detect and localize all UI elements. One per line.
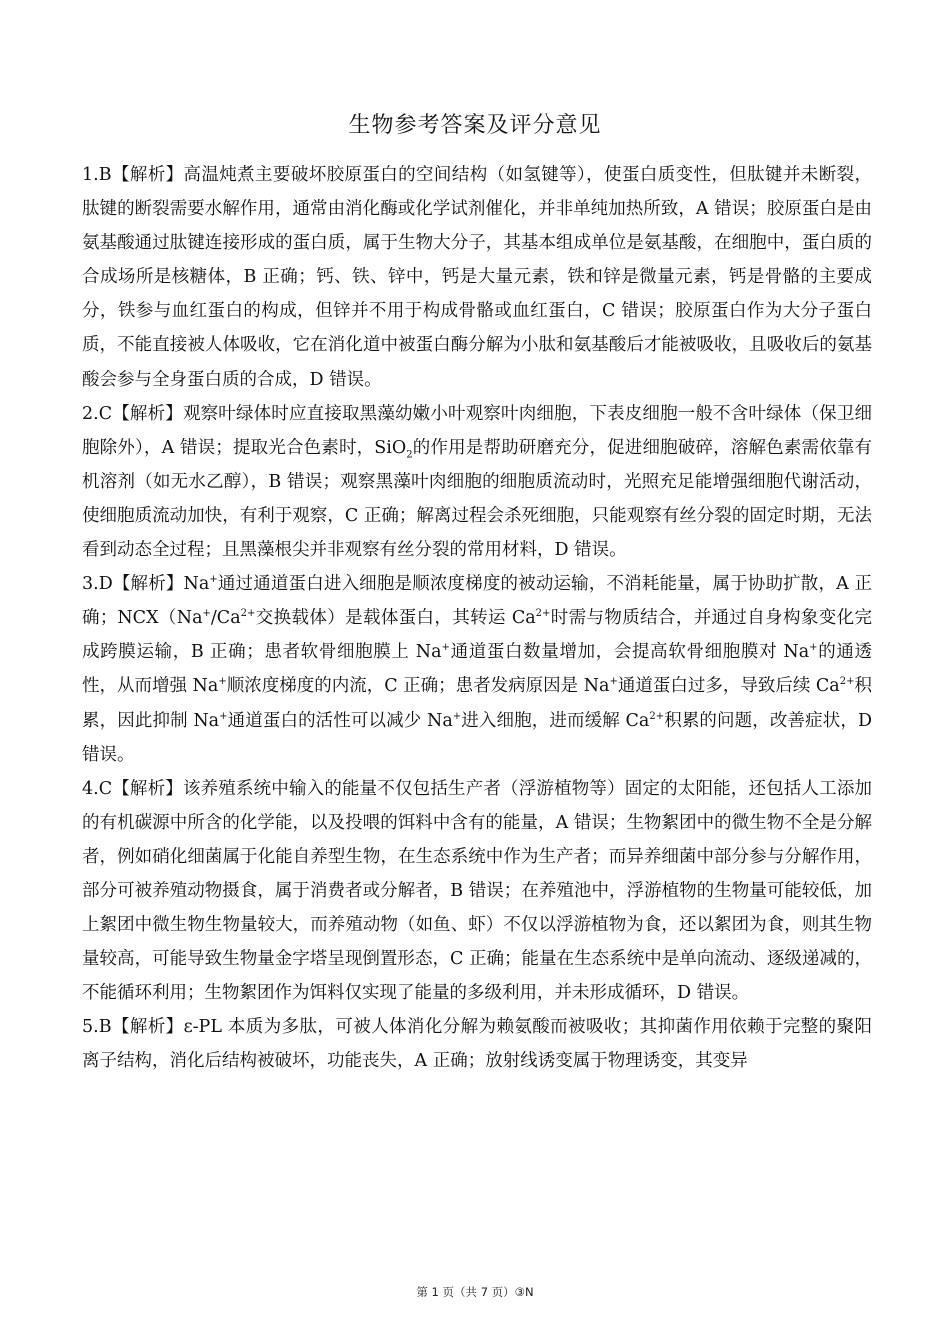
- superscript: +: [441, 642, 450, 654]
- superscript: 2+: [240, 608, 256, 620]
- superscript: 2+: [649, 710, 665, 722]
- answer-body: [82, 158, 872, 1079]
- superscript: +: [609, 676, 618, 688]
- answer-3-seg: 通道蛋白过多，导致后续 Ca: [617, 676, 840, 697]
- answer-3-seg: 的通透性，从而增强 Na: [82, 642, 873, 697]
- superscript: +: [202, 608, 211, 620]
- answer-5: 5.B【解析】ε-PL 本质为多肽，可被人体消化分解为赖氨酸而被吸收；其抑菌作用依赖于完整的聚阳离子结构，消化后结构被破坏，功能丧失，A 正确；放射线诱变属于物理诱变，其变异: [82, 1017, 872, 1072]
- superscript: +: [209, 574, 218, 586]
- superscript: 2+: [839, 676, 855, 688]
- page-footer: 第 1 页（共 7 页）③N: [416, 1285, 534, 1299]
- superscript: +: [218, 676, 227, 688]
- answer-3-seg: 3.D【解析】Na: [82, 574, 210, 595]
- superscript: 2+: [535, 608, 551, 620]
- answer-3-seg: 积累，因此抑制 Na: [82, 676, 872, 731]
- answer-3-seg: 通过通道蛋白进入细胞是顺浓度梯度的被动运输，不消耗能量，属于协助扩散，A 正确；NCX（Na: [82, 574, 872, 629]
- answer-3-seg: 交换载体）是载体蛋白，其转运 Ca: [255, 608, 536, 629]
- answer-3-seg: /Ca: [210, 608, 241, 629]
- answer-2-part-b: 的作用是帮助研磨充分，促进细胞破碎，溶解色素需依靠有机溶剂（如无水乙醇），B 错误；观察黑藻叶肉细胞的细胞质流动时，光照充足能增强细胞代谢活动，使细胞质流动加快，有利于观察，C 正确；解离过程会杀死细胞，只能观察有丝分裂的固定时期，无法看到动态全过程；且黑藻根尖并非观察有丝分裂的常用材料，D 错误。: [82, 437, 872, 561]
- superscript: +: [452, 710, 462, 722]
- answer-3-seg: 进入细胞，进而缓解 Ca: [461, 710, 650, 731]
- superscript: +: [219, 710, 228, 722]
- answer-2: [82, 397, 872, 567]
- page-title: 生物参考答案及评分意见: [348, 113, 602, 138]
- answer-3-seg: 通道蛋白的活性可以减少 Na: [227, 710, 453, 731]
- subscript-2: 2: [406, 449, 413, 461]
- answer-3-seg: 顺浓度梯度的内流，C 正确；患者发病原因是 Na: [226, 676, 610, 697]
- superscript: +: [809, 642, 818, 654]
- answer-3-seg: 积累的问题，改善症状，D 错误。: [82, 710, 872, 765]
- answer-4: 4.C【解析】该养殖系统中输入的能量不仅包括生产者（浮游植物等）固定的太阳能，还包括人工添加的有机碳源中所含的化学能，以及投喂的饵料中含有的能量，A 错误；生物絮团中的微生物不全是分解者，例如硝化细菌属于化能自养型生物，在生态系统中作为生产者；而异养细菌中部分参与分解作用，部分可被养殖动物摄食，属于消费者或分解者，B 错误；在养殖池中，浮游植物的生物量可能较低，加上絮团中微生物生物量较大，而养殖动物（如鱼、虾）不仅以浮游植物为食，还以絮团为食，则其生物量较高，可能导致生物量金字塔呈现倒置形态，C 正确；能量在生态系统中是单向流动、逐级递减的，不能循环利用；生物絮团作为饵料仅实现了能量的多级利用，并未形成循环，D 错误。: [82, 778, 872, 1004]
- answer-3-seg: 时需与物质结合，并通过自身构象变化完成跨膜运输，B 正确；患者软骨细胞膜上 Na: [82, 608, 872, 663]
- answer-3-seg: 通道蛋白数量增加，会提高软骨细胞膜对 Na: [449, 642, 810, 663]
- answer-1: 1.B【解析】高温炖煮主要破坏胶原蛋白的空间结构（如氢键等），使蛋白质变性，但肽键并未断裂，肽键的断裂需要水解作用，通常由消化酶或化学试剂催化，并非单纯加热所致，A 错误；胶原蛋白是由氨基酸通过肽键连接形成的蛋白质，属于生物大分子，其基本组成单位是氨基酸，在细胞中，蛋白质的合成场所是核糖体，B 正确；钙、铁、锌中，钙是大量元素，铁和锌是微量元素，钙是骨骼的主要成分，铁参与血红蛋白的构成，但锌并不用于构成骨骼或血红蛋白，C 错误；胶原蛋白作为大分子蛋白质，不能直接被人体吸收，它在消化道中被蛋白酶分解为小肽和氨基酸后才能被吸收，且吸收后的氨基酸会参与全身蛋白质的合成，D 错误。: [82, 165, 872, 390]
- answer-3: [82, 567, 872, 772]
- answer-2-part-a: 2.C【解析】观察叶绿体时应直接取黑藻幼嫩小叶观察叶肉细胞，下表皮细胞一般不含叶绿体（保卫细胞除外），A 错误；提取光合色素时，SiO: [82, 403, 872, 458]
